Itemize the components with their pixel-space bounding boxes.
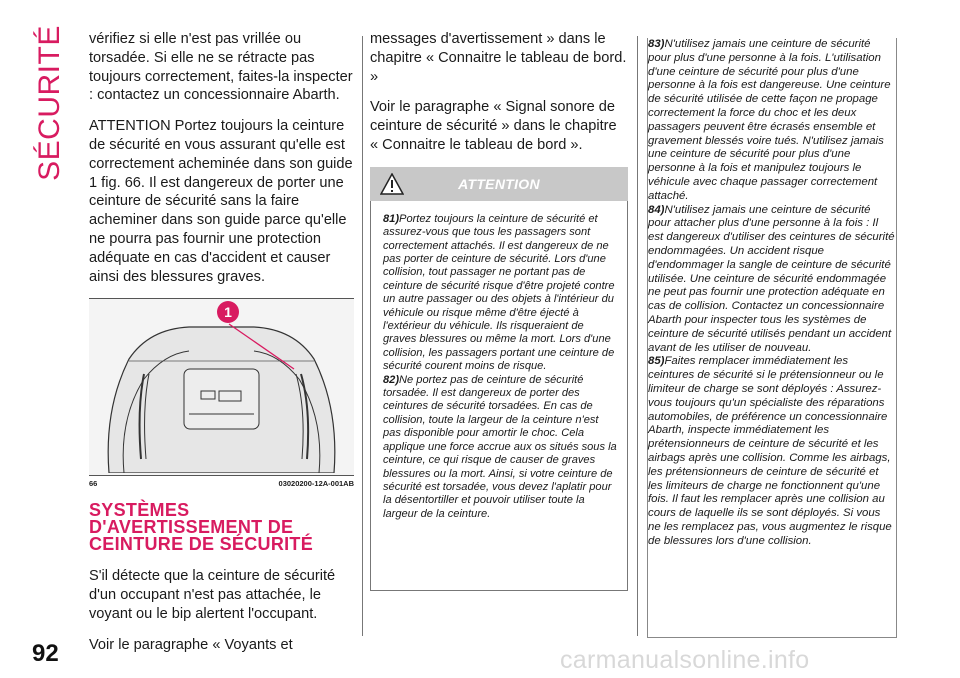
warning-83-text: N'utilisez jamais une ceinture de sécurité pour plus d'une personne à la fois. L'utilisation d'une ceinture de sécurité pour plus d'une personne à la fois est dangereuse. Une ceinture de sécurité utilisée de cette façon ne propage correctement la force du choc et les deux passagers peuvent être écrasés ensemble et gravement blessés voire tués. N'utilisez jamais une ceinture de sécurité pour plus d'une personne à la fois et manipulez toujours le véhicule avec chaque passager correctement attaché.: [648, 38, 891, 202]
seat-illustration: [89, 299, 354, 473]
warning-header: [370, 167, 628, 201]
warning-83-number: 83): [648, 38, 665, 50]
warning-title: ATTENTION: [458, 175, 540, 192]
col1-paragraph-4: Voir le paragraphe « Voyants et: [89, 636, 293, 653]
col1-paragraph-3: S'il détecte que la ceinture de sécurité d'un occupant n'est pas attachée, le voyant ou le bip alertent l'occupant.: [89, 568, 336, 622]
col2-paragraph-1: messages d'avertissement » dans le chapitre « Connaitre le tableau de bord. »: [370, 31, 627, 85]
warning-85-text: Faites remplacer immédiatement les ceintures de sécurité si le prétensionneur ou le limiteur de charge se sont déployés : Assurez-vous toujours qu'un spécialiste des réparations automobiles, de préférence un concessionnaire Abarth, inspecte immédiatement les prétensionneurs de ceinture de sécurité et les airbags après une collision. Comme les airbags, les prétensionneurs de ceinture de sécurité et les limiteurs de charge ne fonctionnent qu'une fois. Il faut les remplacer après une collision au cours de laquelle ils se sont déployés. Si vous ne les remplacez pas, vous augmentez le risque de blessures lors d'une collision.: [648, 355, 892, 547]
warning-box: [370, 201, 628, 591]
column-2: [370, 30, 628, 591]
warning-84-number: 84): [648, 203, 665, 216]
figure-number: 66: [89, 479, 98, 489]
col1-paragraph-2: ATTENTION Portez toujours la ceinture de sécurité en vous assurant qu'elle est correctement acheminée dans son guide 1 fig. 66. Il est dangereux de porter une ceinture de sécurité sans la faire acheminer dans son guide parce qu'elle ne pourra pas fournir une protection adéquate en cas d'accident et causer ainsi des blessures graves.: [89, 118, 353, 285]
warning-84: [648, 204, 896, 356]
figure-callout: 1: [217, 301, 239, 323]
warning-81-number: 81): [383, 212, 400, 225]
seatbelt-figure: [89, 298, 354, 476]
warning-84-text: N'utilisez jamais une ceinture de sécurité pour attacher plus d'une personne à la fois : Il est dangereux d'utiliser des ceintures de sécurité endommagées. Un accident risque d'endommager la sangle de ceinture de sécurité utilisée. Une ceinture de sécurité endommagée ne peut pas fournir une protection adéquate en cas de collision. Contactez un concessionnaire Abarth pour inspecter tous les systèmes de ceinture de sécurité utilisés pendant un accident avant de les utiliser de nouveau.: [648, 203, 895, 354]
column-divider-1: [362, 36, 363, 636]
warning-85: [648, 355, 896, 548]
column-3: [647, 38, 897, 638]
warning-continuation-box: [647, 38, 897, 638]
section-heading: SYSTÈMES D'AVERTISSEMENT DE CEINTURE DE SÉCURITÉ: [89, 500, 314, 555]
section-tab-label: SÉCURITÉ: [33, 25, 66, 181]
page-number: 92: [32, 640, 59, 667]
warning-82: [383, 374, 617, 521]
warning-82-number: 82): [383, 373, 400, 386]
watermark: carmanualsonline.info: [560, 646, 810, 674]
warning-81-text: Portez toujours la ceinture de sécurité et assurez-vous que tous les passagers sont correctement attachés. Il est dangereux de ne pas porter de ceinture de sécurité. Lors d'une collision, tout passager ne portant pas de ceinture de sécurité risque d'être projeté contre un autre passager ou des objets à l'intérieur du véhicule ou risque même d'être éjecté à l'extérieur du véhicule. Ils risqueraient de graves blessures ou même la mort. Lors d'une collision, les passagers portant une ceinture de sécurité courent moins de risque.: [383, 212, 615, 373]
section-tab: [30, 25, 70, 181]
figure-caption: [89, 479, 354, 488]
warning-81: [383, 213, 617, 374]
column-divider-2: [637, 36, 638, 636]
warning-85-number: 85): [648, 355, 665, 368]
col2-paragraph-2: Voir le paragraphe « Signal sonore de ceinture de sécurité » dans le chapitre « Connaitre le tableau de bord ».: [370, 99, 617, 153]
column-1: [89, 30, 354, 667]
col1-paragraph-1: vérifiez si elle n'est pas vrillée ou torsadée. Si elle ne se rétracte pas toujours correctement, faites-la inspecter : contactez un concessionnaire Abarth.: [89, 31, 353, 104]
figure-code: 03020200-12A-001AB: [278, 479, 354, 489]
warning-83: [648, 38, 896, 204]
warning-82-text: Ne portez pas de ceinture de sécurité torsadée. Il est dangereux de porter des ceintures de sécurité torsadées. En cas de collision, toute la largeur de la ceinture n'est pas disponible pour amortir le choc. Cela applique une force accrue aux os situés sous la ceinture, ce qui risque de causer de graves blessures ou la mort. Ainsi, si votre ceinture de sécurité est torsadée, vous devez l'aplatir pour la désentortiller et pouvoir utiliser toute la largeur de la ceinture.: [383, 373, 617, 520]
